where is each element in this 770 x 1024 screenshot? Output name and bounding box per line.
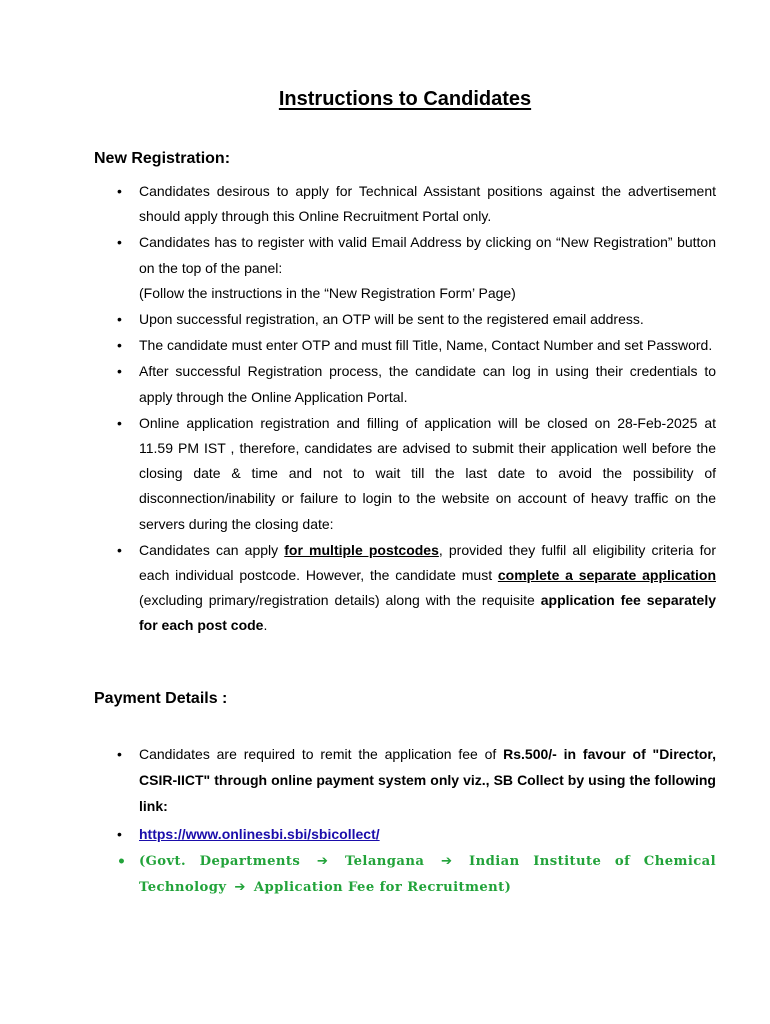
list-item: • Upon successful registration, an OTP will be sent to the registered email address.: [139, 307, 716, 332]
list-item: • After successful Registration process, the candidate can log in using their credentials to apply through the Online Application Portal.: [139, 359, 716, 409]
payment-list: [139, 741, 716, 903]
new-registration-list: [139, 179, 716, 640]
list-item: • Candidates has to register with valid Email Address by clicking on “New Registration” button on the top of the panel: (Follow the instructions in the “New Registration Form’ Page): [139, 230, 716, 306]
payment-details-heading: Payment Details :: [94, 690, 228, 707]
separate-application-emphasis: complete a separate application: [497, 567, 717, 584]
list-item-postcodes: • Candidates can apply for multiple postcodes, provided they fulfil all eligibility criteria for each individual postcode. However, the candidate must complete a separate application (excluding primary/registration details) along with the requisite application fee separately for each post code.: [139, 538, 716, 639]
new-registration-heading: New Registration:: [94, 150, 231, 167]
fee-amount-emphasis: Rs.500/- in favour of "Director, CSIR-IICT" through online payment system only viz., SB Collect by using the following link:: [139, 746, 716, 814]
page-title: Instructions to Candidates: [278, 88, 532, 110]
list-item-payment-path: • (Govt. Departments ➔ Telangana ➔ Indian Institute of Chemical Technology ➔ Application Fee for Recruitment): [139, 849, 716, 901]
multiple-postcodes-emphasis: for multiple postcodes: [284, 541, 439, 558]
list-item: • Online application registration and filling of application will be closed on 28-Feb-2025 at 11.59 PM IST , therefore, candidates are advised to submit their application well before the closing date & time and not to wait till the last date to avoid the possibility of disconnection/inability or failure to login to the website on account of heavy traffic on the servers during the closing date:: [139, 411, 716, 537]
fee-separately-emphasis: application fee separately for each post code: [139, 592, 716, 634]
sbi-collect-link[interactable]: https://www.onlinesbi.sbi/sbicollect/: [139, 826, 380, 842]
list-item: • The candidate must enter OTP and must fill Title, Name, Contact Number and set Password.: [139, 333, 716, 358]
arrow-right-icon: ➔: [234, 880, 246, 895]
list-item-fee: • Candidates are required to remit the application fee of Rs.500/- in favour of "Director, CSIR-IICT" through online payment system only viz., SB Collect by using the following link:: [139, 741, 716, 819]
list-item-link: [139, 821, 716, 847]
arrow-right-icon: ➔: [316, 854, 329, 869]
list-item: • Candidates desirous to apply for Technical Assistant positions against the advertisement should apply through this Online Recruitment Portal only.: [139, 179, 716, 229]
follow-instructions-note: (Follow the instructions in the “New Registration Form’ Page): [139, 284, 516, 301]
arrow-right-icon: ➔: [440, 854, 453, 869]
